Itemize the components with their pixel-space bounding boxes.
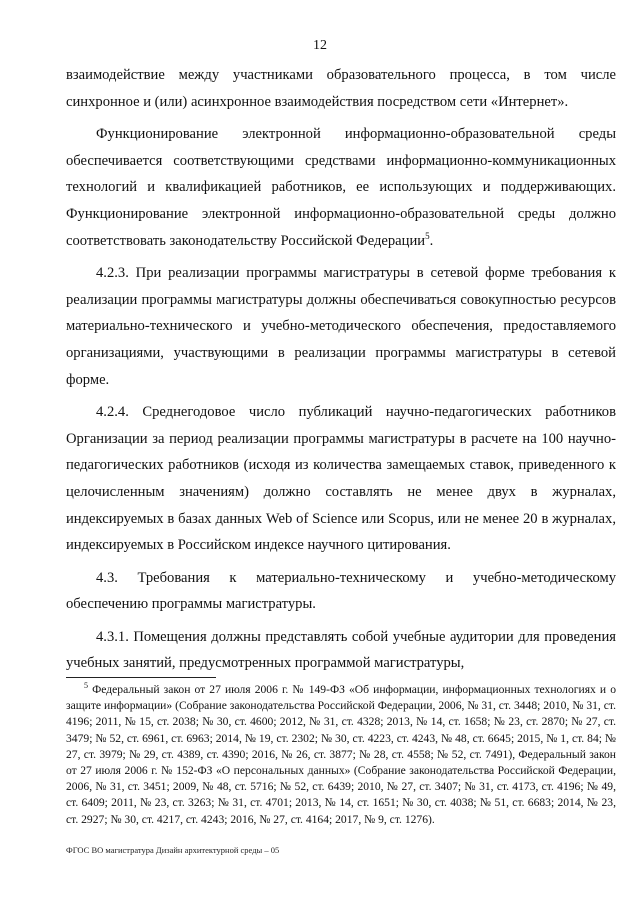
- footnote-marker: 5: [84, 681, 88, 691]
- paragraph-4-3: 4.3. Требования к материально-техническому и учебно-методическому обеспечению программы магистратуры.: [66, 569, 616, 613]
- paragraph-continuation: взаимодействие между участниками образовательного процесса, в том числе синхронное и (или) асинхронное взаимодействия посредством сети «Интернет».: [66, 67, 616, 110]
- document-body: [66, 62, 616, 677]
- paragraph-4-2-4: 4.2.4. Среднегодовое число публикаций научно-педагогических работников Организации за период реализации программы магистратуры в расчете на 100 научно-педагогических работников (исходя из количества замещаемых ставок, приведенного к целочисленным значениям) должно составлять не менее двух в журналах, индексируемых в базах данных Web of Science или Scopus, или не менее 20 в журналах, индексируемых в Российском индексе научного цитирования.: [66, 404, 616, 554]
- footnote-divider: [66, 677, 216, 678]
- page-number: 12: [313, 38, 327, 53]
- paragraph-eios: [66, 121, 616, 254]
- page-footer: ФГОС ВО магистратура Дизайн архитектурной среды – 05: [66, 845, 280, 855]
- paragraph-eios-end: .: [429, 232, 434, 249]
- footnote-text: Федеральный закон от 27 июля 2006 г. № 149-ФЗ «Об информации, информационных технологиях и о защите информации» (Собрание законодательства Российской Федерации, 2006, № 31, ст. 3448; 2010, № 31, ст. 4196; 2011, № 15, ст. 2038; № 30, ст. 4600; 2012, № 31, ст. 4328; 2013, № 14, ст. 1658; № 23, ст. 2870; № 27, ст. 3479; № 52, ст. 6961, ст. 6963; 2014, № 19, ст. 2302; № 30, ст. 4223, ст. 4243, № 48, ст. 6645; 2015, № 1, ст. 84; № 27, ст. 3979; № 29, ст. 4389, ст. 4390; 2016, № 26, ст. 3877; № 28, ст. 4558; № 52, ст. 7491), Федеральный закон от 27 июля 2006 г. № 152-ФЗ «О персональных данных» (Собрание законодательства Российской Федерации, 2006, № 31, ст. 3451; 2009, № 48, ст. 5716; № 52, ст. 6439; 2010, № 27, ст. 3407; № 31, ст. 4173, ст. 4196; № 49, ст. 6409; 2011, № 23, ст. 3263; № 31, ст. 4701; 2013, № 14, ст. 1651; № 30, ст. 4038; № 51, ст. 6683; 2014, № 23, ст. 2927; № 30, ст. 4217, ст. 4243; 2016, № 27, ст. 4164; 2017, № 9, ст. 1276).: [66, 683, 616, 826]
- paragraph-eios-text: Функционирование электронной информационно-образовательной среды обеспечивается соответствующими средствами информационно-коммуникационных технологий и квалификацией работников, ее использующих и поддерживающих. Функционирование электронной информационно-образовательной среды должно соответствовать законодательству Российской Федерации: [66, 126, 616, 249]
- footnote: [66, 682, 616, 828]
- footnote-reference[interactable]: 5: [425, 230, 430, 241]
- paragraph-4-3-1: 4.3.1. Помещения должны представлять собой учебные аудитории для проведения учебных занятий, предусмотренных программой магистратуры,: [66, 628, 616, 672]
- paragraph-4-2-3: 4.2.3. При реализации программы магистратуры в сетевой форме требования к реализации программы магистратуры должны обеспечиваться совокупностью ресурсов материально-технического и учебно-методического обеспечения, предоставляемого организациями, участвующими в реализации программы магистратуры в сетевой форме.: [66, 265, 616, 388]
